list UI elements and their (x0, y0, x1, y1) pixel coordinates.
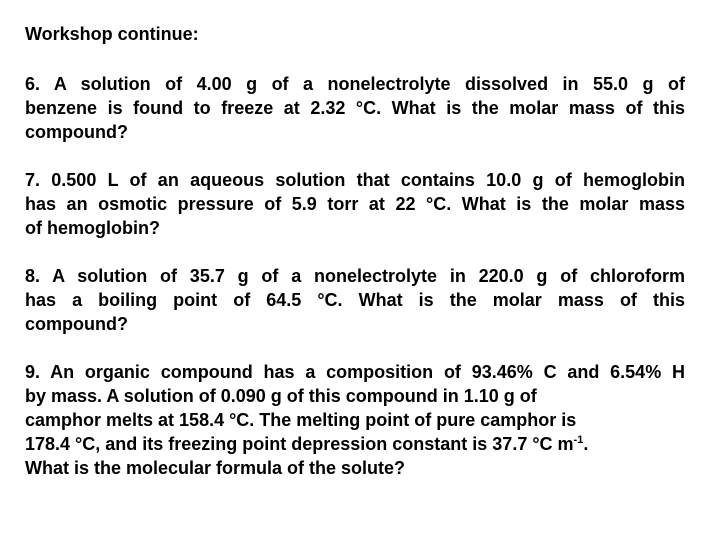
problem-9-line-4 (25, 432, 685, 456)
problem-8 (25, 264, 685, 336)
problem-8-line-2: has a boiling point of 64.5 °C. What is the molar mass of this (25, 290, 685, 310)
problem-6 (25, 72, 685, 144)
problem-6-line-3: compound? (25, 122, 128, 142)
problem-9-line-4-superscript: -1 (573, 434, 584, 446)
page-heading: Workshop continue: (25, 24, 199, 44)
problem-8-line-3: compound? (25, 314, 128, 334)
problem-7 (25, 168, 685, 240)
problem-9-line-3: camphor melts at 158.4 °C. The melting point of pure camphor is (25, 410, 577, 430)
problem-9 (25, 360, 685, 480)
problem-9-line-2: by mass. A solution of 0.090 g of this compound in 1.10 g of (25, 386, 537, 406)
problem-7-line-1: 7. 0.500 L of an aqueous solution that contains 10.0 g of hemoglobin (25, 170, 685, 190)
problem-9-line-5: What is the molecular formula of the solute? (25, 458, 406, 478)
problem-9-line-4-text: 178.4 °C, and its freezing point depression constant is 37.7 °C m (25, 434, 574, 454)
problem-9-line-1: 9. An organic compound has a composition of 93.46% C and 6.54% H (25, 362, 685, 382)
problem-6-line-1: 6. A solution of 4.00 g of a nonelectrolyte dissolved in 55.0 g of (25, 74, 685, 94)
problem-7-line-2: has an osmotic pressure of 5.9 torr at 22 °C. What is the molar mass (25, 194, 685, 214)
problem-9-line-4-suffix: . (583, 434, 589, 454)
problem-8-line-1: 8. A solution of 35.7 g of a nonelectrolyte in 220.0 g of chloroform (25, 266, 685, 286)
problem-7-line-3: of hemoglobin? (25, 218, 160, 238)
document-page (25, 22, 685, 478)
problem-6-line-2: benzene is found to freeze at 2.32 °C. What is the molar mass of this (25, 98, 685, 118)
